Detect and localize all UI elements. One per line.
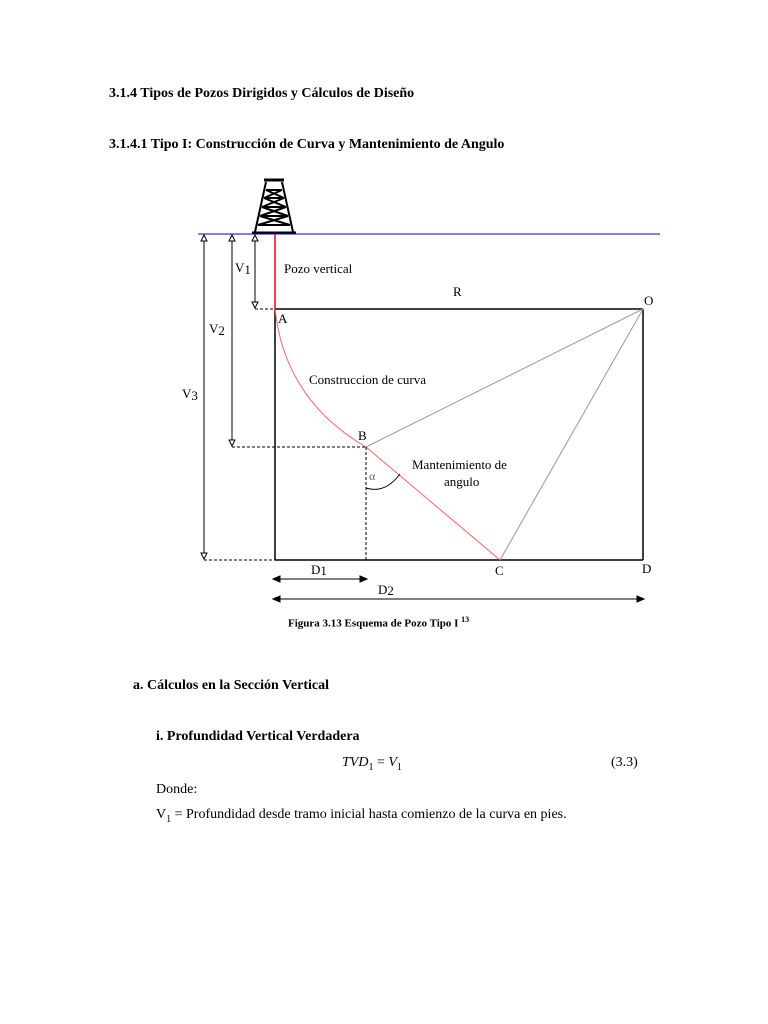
label-r: R: [453, 284, 462, 299]
donde-label: Donde:: [156, 782, 198, 797]
label-mantenimiento-1: Mantenimiento de: [412, 457, 507, 472]
label-d: D: [642, 561, 652, 576]
drilling-rig-icon: [252, 180, 296, 233]
label-a: A: [278, 311, 288, 326]
figure-caption: Figura 3.13 Esquema de Pozo Tipo I $^{13}$: [288, 615, 470, 630]
equation-number: (3.3): [611, 755, 638, 770]
label-c: C: [495, 563, 504, 578]
subsection-heading: 3.1.4.1 Tipo I: Construcción de Curva y Mantenimiento de Angulo: [109, 137, 505, 152]
label-alpha: α: [369, 469, 376, 483]
radius-line-o-c: [500, 309, 643, 560]
label-v1: V1: [235, 260, 251, 277]
definition-v1: $V_1$ = Profundidad desde tramo inicial hasta comienzo de la curva en pies.: [156, 807, 567, 825]
list-item-a: a. Cálculos en la Sección Vertical: [133, 678, 329, 693]
section-heading: 3.1.4 Tipos de Pozos Dirigidos y Cálculos de Diseño: [109, 86, 415, 101]
label-construccion-de-curva: Construccion de curva: [309, 372, 426, 387]
equation-3-3: $TVD_1 = V_1$: [342, 755, 402, 773]
label-d1: D1: [311, 562, 327, 578]
label-b: B: [358, 428, 367, 443]
label-v3: V3: [182, 386, 198, 403]
list-item-i: i. Profundidad Vertical Verdadera: [156, 729, 360, 744]
caption-reference: 13: [461, 615, 470, 624]
label-v2: V2: [209, 321, 225, 338]
label-pozo-vertical: Pozo vertical: [284, 261, 353, 276]
label-o: O: [644, 293, 654, 308]
label-d2: D2: [378, 582, 394, 598]
label-mantenimiento-2: angulo: [444, 474, 480, 489]
